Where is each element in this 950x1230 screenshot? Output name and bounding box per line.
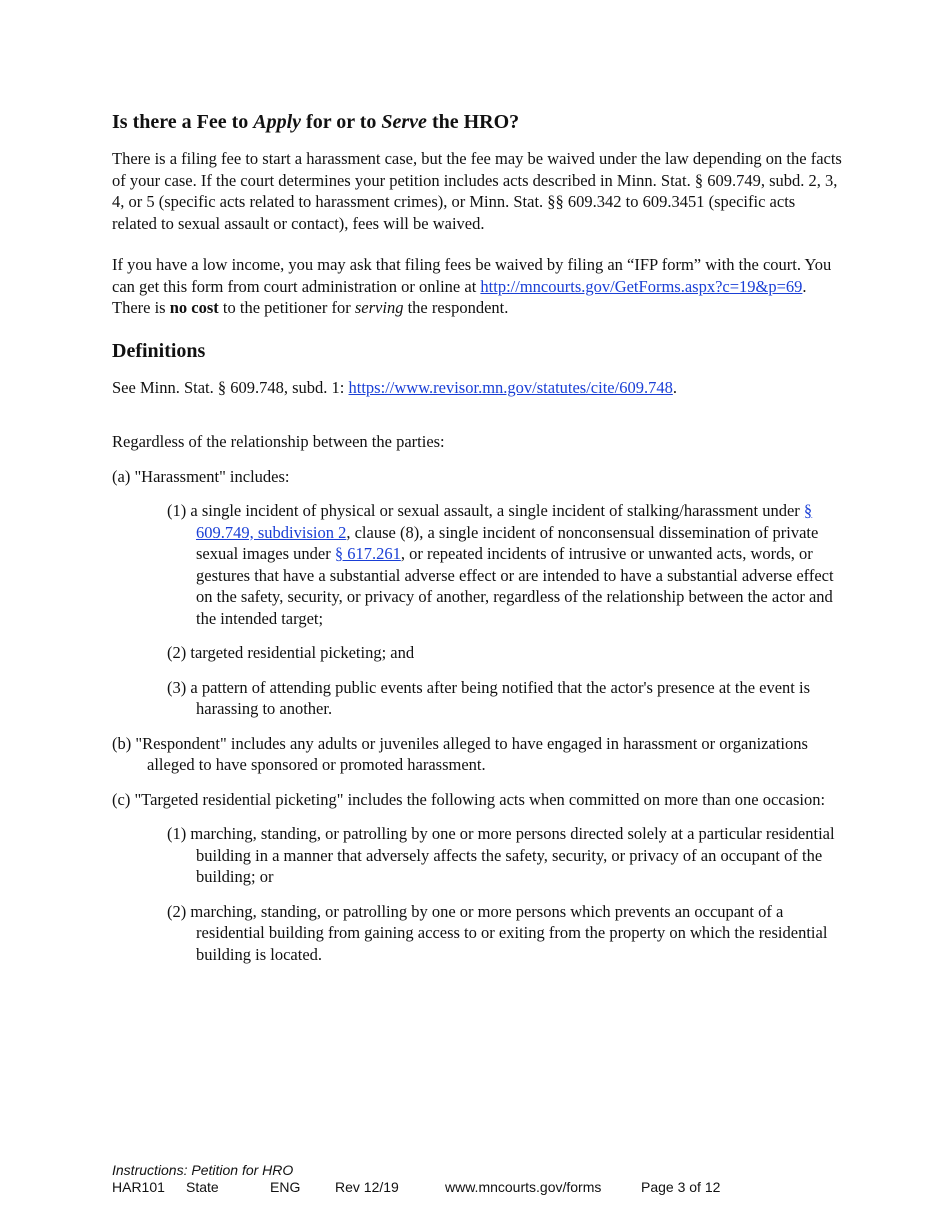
- definition-c2: (2) marching, standing, or patrolling by one or more persons which prevents an occupant of a residential building from gaining access to or exiting from the property on which the residential building is located.: [167, 901, 828, 964]
- footer-revision: Rev 12/19: [335, 1179, 399, 1195]
- definition-a3: (3) a pattern of attending public events after being notified that the actor's presence at the event is harassing to another.: [167, 677, 811, 718]
- fee-paragraph-1: There is a filing fee to start a harassment case, but the fee may be waived under the law depending on the facts of your case. If the court determines your petition includes acts described in Minn. Stat. § 609.749, subd. 2, 3, 4, or 5 (specific acts related to harassment crimes), or Minn. Stat. §§ 609.342 to 609.3451 (specific acts related to sexual assault or contact), fees will be waived.: [112, 149, 842, 233]
- definition-a1: [167, 500, 842, 629]
- fee-heading-part: for or to: [301, 111, 382, 133]
- text-run: the respondent.: [403, 298, 509, 317]
- footer-url: www.mncourts.gov/forms: [445, 1179, 602, 1195]
- footer-row: [112, 1179, 812, 1196]
- statute-617-261-link[interactable]: § 617.261: [334, 544, 401, 563]
- fee-heading: [112, 110, 842, 134]
- footer-scope: State: [186, 1179, 219, 1195]
- footer-page-number: Page 3 of 12: [641, 1179, 721, 1195]
- definition-c1: (1) marching, standing, or patrolling by one or more persons directed solely at a particular residential building in a manner that adversely affects the safety, security, or privacy of an occupant of the building; or: [167, 824, 835, 886]
- definitions-heading: Definitions: [112, 339, 206, 362]
- document-page: [112, 110, 842, 978]
- definition-a2: (2) targeted residential picketing; and: [167, 643, 415, 662]
- text-run: See Minn. Stat. § 609.748, subd. 1:: [112, 377, 349, 397]
- text-run: If you have a low income, you may ask that filing fees be waived by filing an “IFP form” with the court. You can get this form from court administration or online at: [112, 255, 832, 296]
- text-run: , or repeated incidents of intrusive or unwanted acts, words, or gestures that have a substantial adverse effect or are intended to have a substantial adverse effect on the safety, security, or privacy of another, regardless of the relationship between the actor and the intended target;: [196, 544, 834, 628]
- serving-italic: serving: [354, 298, 404, 317]
- definition-a: (a) "Harassment" includes:: [112, 466, 290, 486]
- text-run: (1) a single incident of physical or sexual assault, a single incident of stalking/harassment under: [167, 501, 804, 520]
- text-run: to the petitioner for: [218, 298, 355, 317]
- fee-heading-part: Is there a Fee to: [112, 111, 254, 133]
- revisor-statute-link[interactable]: https://www.revisor.mn.gov/statutes/cite/609.748: [348, 377, 673, 397]
- definitions-intro: Regardless of the relationship between the parties:: [112, 432, 445, 451]
- fee-heading-part: the HRO?: [426, 111, 520, 133]
- text-run: . There is: [112, 276, 807, 317]
- ifp-form-link[interactable]: http://mncourts.gov/GetForms.aspx?c=19&p=69: [480, 276, 803, 296]
- text-run: .: [672, 377, 677, 397]
- definition-b: (b) "Respondent" includes any adults or juveniles alleged to have engaged in harassment or organizations alleged to have sponsored or promoted harassment.: [112, 733, 808, 774]
- statute-609-749-link[interactable]: § 609.749, subdivision 2: [196, 501, 813, 542]
- page-footer: [112, 1162, 812, 1196]
- definition-c: (c) "Targeted residential picketing" includes the following acts when committed on more than one occasion:: [112, 789, 826, 809]
- no-cost-bold: no cost: [169, 298, 219, 317]
- text-run: , clause (8), a single incident of nonconsensual dissemination of private sexual images under: [196, 522, 819, 563]
- footer-title: Instructions: Petition for HRO: [112, 1162, 294, 1178]
- fee-heading-serve: Serve: [381, 111, 427, 133]
- fee-paragraph-2: [112, 254, 842, 319]
- definitions-see: [112, 377, 842, 399]
- footer-form-id: HAR101: [112, 1179, 165, 1195]
- footer-language: ENG: [270, 1179, 301, 1195]
- fee-heading-apply: Apply: [253, 111, 302, 133]
